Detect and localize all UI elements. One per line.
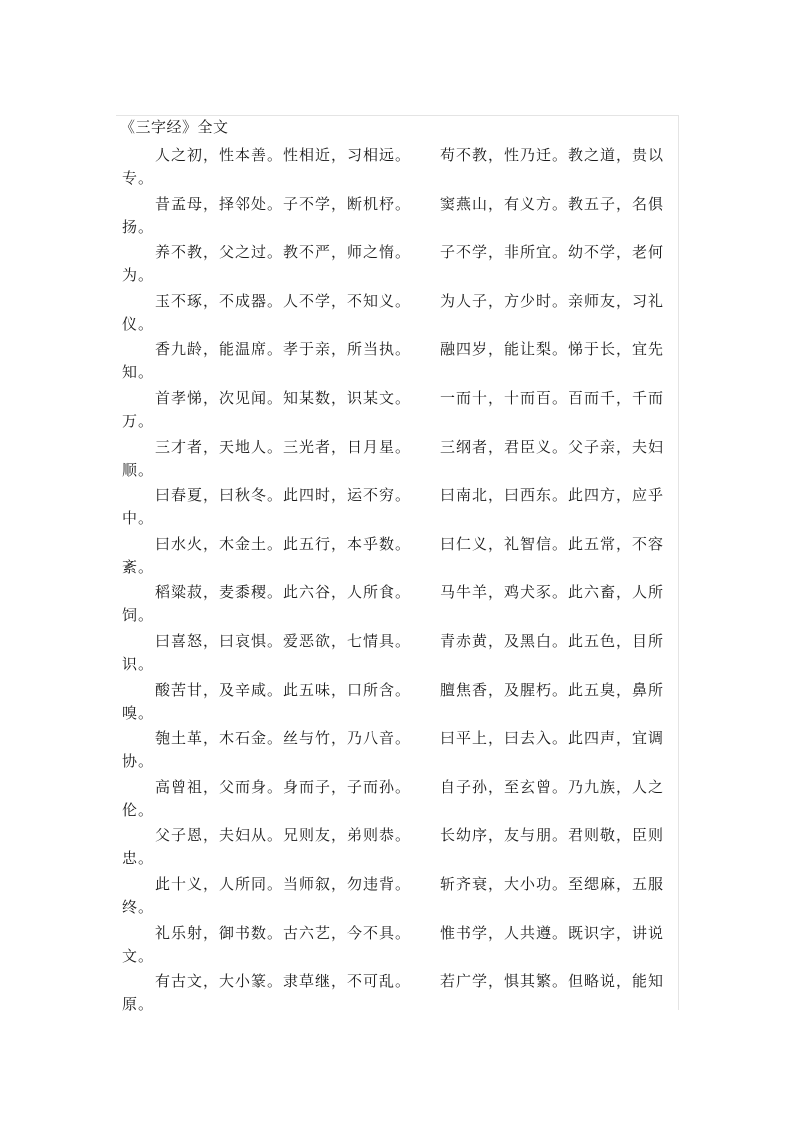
stanza-first-half: 高曾祖，父而身。身而子，子而孙。 xyxy=(155,777,412,796)
stanza-second-half: 苟不教，性乃迁。教之道，贵以 xyxy=(440,146,665,164)
stanza-first-half: 父子恩，夫妇从。兄则友，弟则恭。 xyxy=(155,826,412,845)
stanza-row xyxy=(122,824,665,873)
stanza-wrapped-end: 仪。 xyxy=(122,314,155,333)
stanza-second-half: 融四岁，能让梨。悌于长，宜先 xyxy=(440,340,665,359)
stanza-second-half: 曰南北，曰西东。此四方，应乎 xyxy=(440,486,665,505)
stanza-row xyxy=(122,533,665,582)
stanza-row xyxy=(122,630,665,679)
stanza-row xyxy=(122,581,665,630)
stanza-second-half: 马牛羊，鸡犬豕。此六畜，人所 xyxy=(440,583,665,602)
stanza-second-half: 曰仁义，礼智信。此五常，不容 xyxy=(440,534,665,553)
stanza-wrapped-end: 扬。 xyxy=(122,217,155,236)
stanza-wrapped-end: 原。 xyxy=(122,995,155,1014)
stanza-wrapped-end: 知。 xyxy=(122,363,155,382)
stanza-first-half: 人之初，性本善。性相近，习相远。 xyxy=(155,146,412,164)
stanza-first-half: 玉不琢，不成器。人不学，不知义。 xyxy=(155,291,412,310)
stanza-second-half: 惟书学，人共遵。既识字，讲说 xyxy=(440,923,665,942)
stanza-second-half: 膻焦香，及腥朽。此五臭，鼻所 xyxy=(440,680,665,699)
stanza-wrapped-end: 嗅。 xyxy=(122,703,155,722)
stanza-wrapped-end: 专。 xyxy=(122,169,155,187)
stanza-wrapped-end: 紊。 xyxy=(122,557,155,576)
stanza-second-half: 曰平上，曰去入。此四声，宜调 xyxy=(440,729,665,748)
stanza-wrapped-end: 中。 xyxy=(122,509,155,528)
stanza-second-half: 青赤黄，及黑白。此五色，目所 xyxy=(440,631,665,650)
stanza-wrapped-end: 伦。 xyxy=(122,800,155,819)
stanza-first-half: 匏土革，木石金。丝与竹，乃八音。 xyxy=(155,729,412,748)
stanza-second-half: 三纲者，君臣义。父子亲，夫妇 xyxy=(440,437,665,456)
stanza-wrapped-end: 文。 xyxy=(122,946,155,965)
stanza-first-half: 此十义，人所同。当师叙，勿违背。 xyxy=(155,874,412,893)
stanza-row xyxy=(122,338,665,387)
stanza-row xyxy=(122,922,665,971)
stanza-second-half: 为人子，方少时。亲师友，习礼 xyxy=(440,291,665,310)
stanza-row xyxy=(122,193,665,242)
stanza-first-half: 首孝悌，次见闻。知某数，识某文。 xyxy=(155,388,412,407)
stanza-row xyxy=(122,727,665,776)
stanza-first-half: 曰春夏，曰秋冬。此四时，运不穷。 xyxy=(155,486,412,505)
stanza-wrapped-end: 协。 xyxy=(122,752,155,771)
stanza-wrapped-end: 识。 xyxy=(122,654,155,673)
stanza-row xyxy=(122,776,665,825)
stanza-row xyxy=(122,970,665,1019)
stanza-first-half: 有古文，大小篆。隶草继，不可乱。 xyxy=(155,972,412,991)
stanza-wrapped-end: 为。 xyxy=(122,266,155,285)
stanza-wrapped-end: 万。 xyxy=(122,411,155,430)
stanza-list xyxy=(122,144,665,1019)
stanza-row xyxy=(122,679,665,728)
stanza-first-half: 昔孟母，择邻处。子不学，断机杼。 xyxy=(155,194,412,213)
stanza-second-half: 自子孙，至玄曾。乃九族，人之 xyxy=(440,777,665,796)
stanza-row xyxy=(122,484,665,533)
stanza-row xyxy=(122,144,665,193)
stanza-row xyxy=(122,290,665,339)
stanza-wrapped-end: 顺。 xyxy=(122,460,155,479)
stanza-second-half: 一而十，十而百。百而千，千而 xyxy=(440,388,665,407)
stanza-second-half: 子不学，非所宜。幼不学，老何 xyxy=(440,243,665,262)
stanza-row xyxy=(122,387,665,436)
stanza-second-half: 窦燕山，有义方。教五子，名俱 xyxy=(440,194,665,213)
stanza-first-half: 稻粱菽，麦黍稷。此六谷，人所食。 xyxy=(155,583,412,602)
stanza-second-half: 长幼序，友与朋。君则敬，臣则 xyxy=(440,826,665,845)
stanza-first-half: 养不教，父之过。教不严，师之惰。 xyxy=(155,243,412,262)
stanza-wrapped-end: 饲。 xyxy=(122,606,155,625)
stanza-first-half: 三才者，天地人。三光者，日月星。 xyxy=(155,437,412,456)
stanza-row xyxy=(122,873,665,922)
stanza-row xyxy=(122,241,665,290)
stanza-second-half: 若广学，惧其繁。但略说，能知 xyxy=(440,972,665,991)
stanza-wrapped-end: 终。 xyxy=(122,897,155,916)
stanza-first-half: 曰喜怒，曰哀惧。爱恶欲，七情具。 xyxy=(155,631,412,650)
stanza-second-half: 斩齐衰，大小功。至缌麻，五服 xyxy=(440,874,665,893)
document-title: 《三字经》全文 xyxy=(120,118,229,136)
stanza-wrapped-end: 忠。 xyxy=(122,849,155,868)
stanza-row xyxy=(122,436,665,485)
stanza-first-half: 香九龄，能温席。孝于亲，所当执。 xyxy=(155,340,412,359)
stanza-first-half: 曰水火，木金土。此五行，本乎数。 xyxy=(155,534,412,553)
stanza-first-half: 礼乐射，御书数。古六艺，今不具。 xyxy=(155,923,412,942)
stanza-first-half: 酸苦甘，及辛咸。此五味，口所含。 xyxy=(155,680,412,699)
